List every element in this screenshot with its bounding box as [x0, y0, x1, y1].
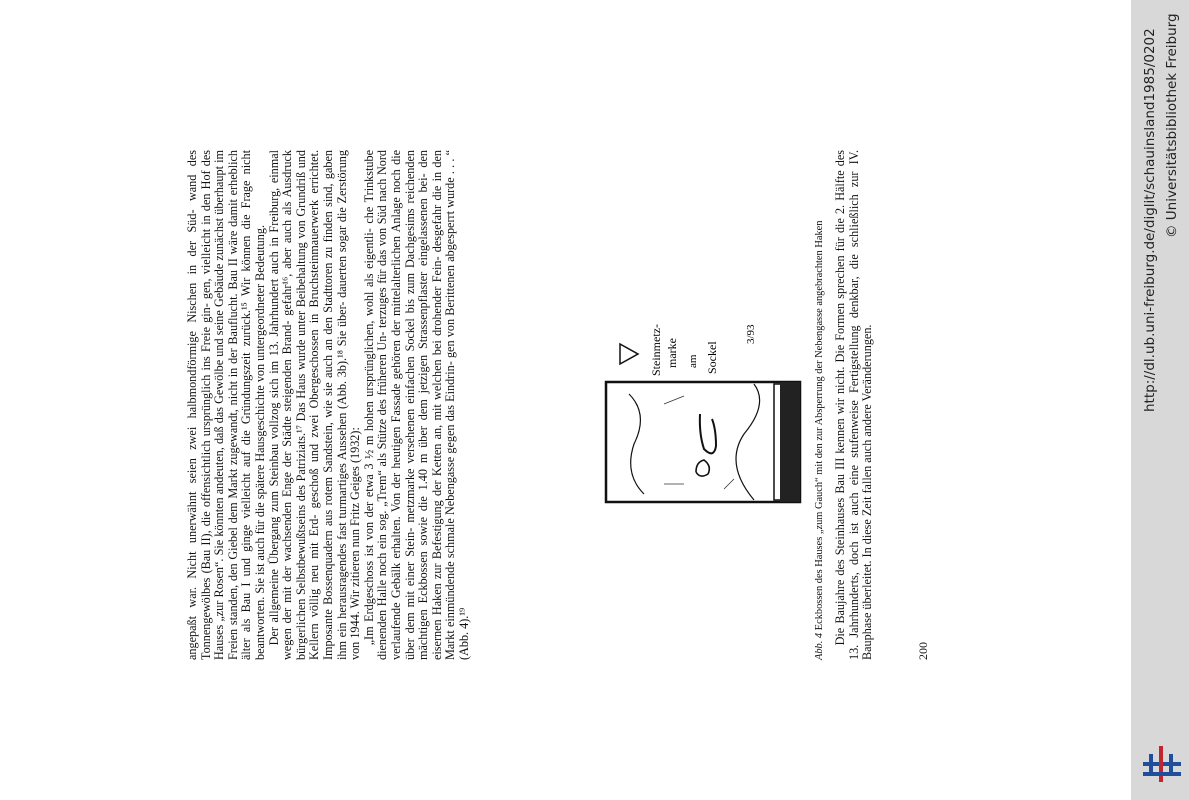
quote-paragraph: „Im Erdgeschoss ist von der etwa 3 ½ m hohen ursprünglichen, wohl als eigentli- che Trinkstube dienenden Halle noch ein sog. „Trem“ als Stütze des früheren Un- terzuges für das von Süd nach Nord verlaufende Gebälk erhalten. Von der heutigen Fassade gehören der mittelalterlichen Anlage noch die über dem mit einer Stein- metzmarke versehenen einfachen Sockel bis zum Dachgesims reichenden mächtigen Eckbossen sowie die 1.40 m über dem jetzigen Strassenpflaster eingelassenen bei- den eisernen Haken zur Befestigung der Ketten an, mit welchen bei drohender Fein- desgefahr die in den Markt einmündende schmale Nebengasse gegen das Eindrin- gen von Berittenen abgesperrt wurde . . . “ (Abb. 4).¹⁹ [361, 150, 471, 660]
paragraph: angepaßt war. Nicht unerwähnt seien zwei halbmondförmige Nischen in der Süd- wand des Tonnengewölbes (Bau II), die offensichtlich ursprünglich ins Freie gin- gen, vielleicht in den Hof des Hauses „zur Rosen“. Sie könnten andeuten, daß das Gewölbe und seine Gebäude zunächst überhaupt im Freien standen, den Giebel dem Markt zugewandt, nicht in der Bauflucht. Bau II wäre damit erheblich älter als Bau I und ginge vielleicht auf die Gründungszeit zurück.¹⁵ Wir können die Frage nicht beantworten. Sie ist auch für die spätere Hausgeschichte von untergeordneter Bedeutung. [185, 150, 267, 660]
sketch-note: Steinmetz- [649, 324, 663, 376]
paragraph: Der allgemeine Übergang zum Steinbau vollzog sich im 13. Jahrhundert auch in Freiburg, einmal wegen der mit der wachsenden Enge der Städte steigenden Brand- gefahr¹⁶, aber auch als Ausdruck bürgerlichen Selbstbewußtseins des Patriziats.¹⁷ Das Haus wurde unter Beibehaltung von Grundriß und Kellern völlig neu mit Erd- geschoß und zwei Obergeschossen in Bruchsteinmauerwerk errichtet. Imposante Bossenquadern aus rotem Sandstein, wie sie auch an den Stadttoren zu finden sind, gaben ihm ein herausragendes fast turmartiges Aussehen (Abb. 3b).¹⁸ Sie über- dauerten sogar die Zerstörung von 1944. Wir zitieren nun Fritz Geiges (1932): [266, 150, 363, 660]
caption-label: Abb. 4 [814, 632, 825, 660]
figure-caption [814, 100, 825, 660]
figure-sketch [604, 290, 804, 504]
corner-stone-sketch [604, 290, 804, 504]
caption-text: Eckbossen des Hauses „zum Gauch“ mit den zur Absperrung der Nebengasse angebrachten Haken [814, 220, 825, 631]
body-text-top [186, 150, 471, 660]
sketch-note: 3/93 [745, 324, 757, 344]
sketch-note: marke [665, 338, 679, 368]
ub-freiburg-logo-icon [1141, 744, 1183, 784]
sketch-note: Sockel [705, 341, 719, 374]
viewer-sidebar [1131, 0, 1189, 800]
body-text-bottom [834, 150, 875, 660]
rotated-page [186, 100, 946, 660]
copyright-notice: © Universitätsbibliothek Freiburg [1164, 13, 1180, 238]
page-number: 200 [916, 642, 930, 660]
paragraph: Die Baujahre des Steinhauses Bau III kennen wir nicht. Die Formen sprechen für die 2. Hälfte des 13. Jahrhunderts, doch ist auch eine stufenweise Fertigstellung denkbar, die schließlich zur IV. Bauphase überleitet. In diese Zeit fallen auch andere Veränderungen. [833, 150, 875, 660]
source-url[interactable]: http://dl.ub.uni-freiburg.de/diglit/schauinsland1985/0202 [1142, 28, 1158, 412]
sketch-note: am [687, 354, 699, 368]
